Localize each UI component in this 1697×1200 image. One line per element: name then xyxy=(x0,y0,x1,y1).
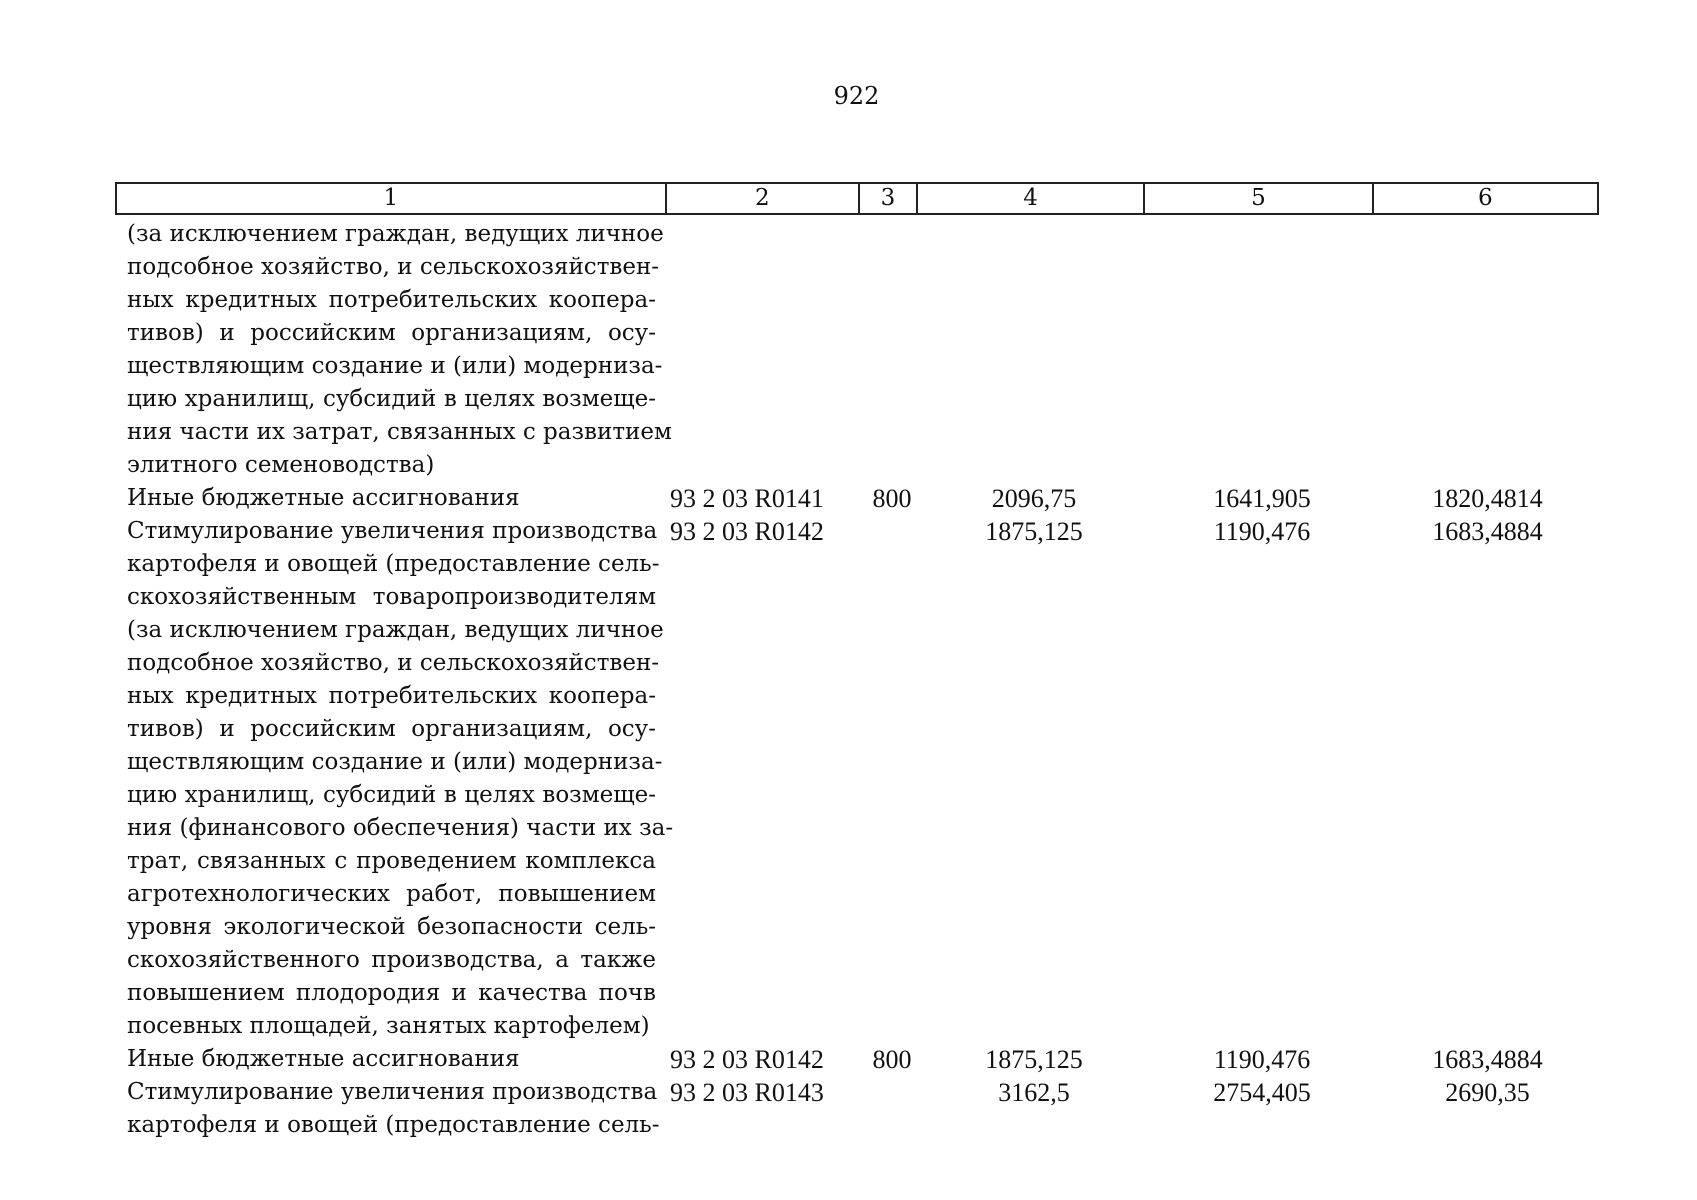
description-line: агротехнологических работ, повышением xyxy=(127,881,656,907)
table-row xyxy=(127,482,1599,515)
table-row xyxy=(127,1076,1599,1142)
row-value-col5: 1190,476 xyxy=(1213,517,1311,546)
row-expense-type: 800 xyxy=(872,484,912,513)
header-col-4: 4 xyxy=(918,184,1145,213)
description-line: ных кредитных потребительских коопера- xyxy=(127,287,656,313)
description-line: тивов) и российским организациям, осу- xyxy=(127,320,656,346)
description-line: ния части их затрат, связанных с развитием xyxy=(127,419,672,445)
header-col-1: 1 xyxy=(117,184,667,213)
header-col-6: 6 xyxy=(1478,185,1493,211)
row-value-col4: 3162,5 xyxy=(998,1078,1070,1107)
description-line: цию хранилищ, субсидий в целях возмеще- xyxy=(127,386,656,412)
description-line: ществляющим создание и (или) модерниза- xyxy=(127,749,663,775)
description-line: скохозяйственным товаропроизводителям xyxy=(127,584,656,610)
description-line: (за исключением граждан, ведущих личное xyxy=(127,221,664,247)
table-row xyxy=(127,515,1599,1043)
header-col-3: 3 xyxy=(860,184,918,213)
table-body xyxy=(127,218,1599,1142)
description-line: элитного семеноводства) xyxy=(127,452,435,478)
table-row xyxy=(127,1043,1599,1076)
description-line: ществляющим создание и (или) модерниза- xyxy=(127,353,663,379)
description-line: Иные бюджетные ассигнования xyxy=(127,1046,520,1072)
description-line: скохозяйственного производства, а также xyxy=(127,947,656,973)
description-line: подсобное хозяйство, и сельскохозяйствен- xyxy=(127,254,660,280)
header-col-5: 5 xyxy=(1145,184,1373,213)
table-header-row xyxy=(115,182,1599,215)
row-code: 93 2 03 R0142 xyxy=(670,1045,824,1074)
description-line: (за исключением граждан, ведущих личное xyxy=(127,617,664,643)
description-line: Стимулирование увеличения производства xyxy=(127,1079,658,1105)
description-line: ния (финансового обеспечения) части их за- xyxy=(127,815,674,841)
row-value-col5: 2754,405 xyxy=(1213,1078,1311,1107)
row-code: 93 2 03 R0143 xyxy=(670,1078,824,1107)
header-col-2: 2 xyxy=(667,184,860,213)
description-line: ных кредитных потребительских коопера- xyxy=(127,683,656,709)
row-value-col6: 1820,4814 xyxy=(1432,484,1543,513)
row-code: 93 2 03 R0141 xyxy=(670,484,824,513)
description-line: Стимулирование увеличения производства xyxy=(127,518,658,544)
page-number: 922 xyxy=(833,82,880,110)
row-expense-type: 800 xyxy=(872,1045,912,1074)
row-description xyxy=(127,218,672,482)
row-value-col4: 1875,125 xyxy=(985,1045,1083,1074)
row-value-col6: 1683,4884 xyxy=(1432,517,1543,546)
row-description xyxy=(127,482,656,515)
description-line: картофеля и овощей (предоставление сель- xyxy=(127,551,660,577)
row-value-col6: 1683,4884 xyxy=(1432,1045,1543,1074)
description-line: тивов) и российским организациям, осу- xyxy=(127,716,656,742)
description-line: цию хранилищ, субсидий в целях возмеще- xyxy=(127,782,656,808)
description-line: подсобное хозяйство, и сельскохозяйствен- xyxy=(127,650,660,676)
description-line: уровня экологической безопасности сель- xyxy=(127,914,656,940)
row-description xyxy=(127,1043,656,1076)
table-row xyxy=(127,218,1599,482)
description-line: трат, связанных с проведением комплекса xyxy=(127,848,656,874)
description-line: повышением плодородия и качества почв xyxy=(127,980,656,1006)
description-line: посевных площадей, занятых картофелем) xyxy=(127,1013,650,1039)
row-description xyxy=(127,1076,660,1142)
description-line: картофеля и овощей (предоставление сель- xyxy=(127,1112,660,1138)
row-description xyxy=(127,515,674,1043)
row-value-col4: 1875,125 xyxy=(985,517,1083,546)
description-line: Иные бюджетные ассигнования xyxy=(127,485,520,511)
row-value-col4: 2096,75 xyxy=(991,484,1077,513)
row-value-col5: 1641,905 xyxy=(1213,484,1311,513)
row-value-col5: 1190,476 xyxy=(1213,1045,1311,1074)
row-value-col6: 2690,35 xyxy=(1445,1078,1530,1107)
row-code: 93 2 03 R0142 xyxy=(670,517,824,546)
